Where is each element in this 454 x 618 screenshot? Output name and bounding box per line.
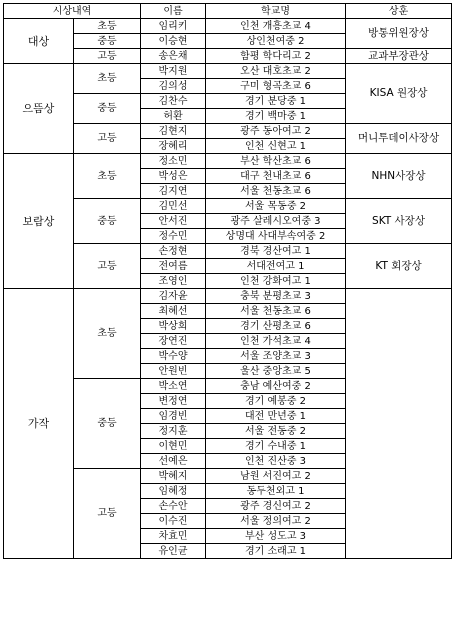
table-row [4, 154, 452, 169]
header-award: 상훈 [346, 4, 452, 19]
level-cell: 중등 [74, 379, 141, 469]
level-cell: 고등 [74, 124, 141, 154]
table-row [4, 19, 452, 34]
award-cell: 머니투데이사장상 [346, 124, 452, 154]
table-row [4, 64, 452, 79]
level-cell: 고등 [74, 49, 141, 64]
level-cell: 중등 [74, 199, 141, 244]
school-cell: 광주 살레시오여중 3 [206, 214, 346, 229]
category-cell: 보람상 [4, 154, 74, 289]
school-cell: 울산 중앙초교 5 [206, 364, 346, 379]
name-cell: 박상희 [141, 319, 206, 334]
name-cell: 송은채 [141, 49, 206, 64]
header-name: 이름 [141, 4, 206, 19]
school-cell: 동두천외고 1 [206, 484, 346, 499]
award-cell [346, 289, 452, 559]
school-cell: 경기 예봉중 2 [206, 394, 346, 409]
name-cell: 박수양 [141, 349, 206, 364]
school-cell: 광주 동아여고 2 [206, 124, 346, 139]
school-cell: 서울 정의여고 2 [206, 514, 346, 529]
name-cell: 김지연 [141, 184, 206, 199]
name-cell: 이승현 [141, 34, 206, 49]
level-cell: 중등 [74, 94, 141, 124]
table-body [4, 19, 452, 559]
school-cell: 경기 수내중 1 [206, 439, 346, 454]
name-cell: 이현민 [141, 439, 206, 454]
school-cell: 충북 분평초교 3 [206, 289, 346, 304]
school-cell: 광주 경신여고 2 [206, 499, 346, 514]
school-cell: 함평 학다리고 2 [206, 49, 346, 64]
name-cell: 최혜선 [141, 304, 206, 319]
name-cell: 전여름 [141, 259, 206, 274]
level-cell: 고등 [74, 469, 141, 559]
category-cell: 대상 [4, 19, 74, 64]
school-cell: 경기 소래고 1 [206, 544, 346, 559]
school-cell: 인천 진산중 3 [206, 454, 346, 469]
school-cell: 인천 신현고 1 [206, 139, 346, 154]
name-cell: 차효민 [141, 529, 206, 544]
header-award-category: 시상내역 [4, 4, 141, 19]
award-cell: KT 회장상 [346, 244, 452, 289]
school-cell: 인천 개흥초교 4 [206, 19, 346, 34]
name-cell: 임혜정 [141, 484, 206, 499]
level-cell: 초등 [74, 64, 141, 94]
school-cell: 인천 강화여고 1 [206, 274, 346, 289]
school-cell: 구미 형곡초교 6 [206, 79, 346, 94]
header-school: 학교명 [206, 4, 346, 19]
school-cell: 남원 서진여고 2 [206, 469, 346, 484]
school-cell: 오산 대호초교 2 [206, 64, 346, 79]
name-cell: 박지원 [141, 64, 206, 79]
level-cell: 중등 [74, 34, 141, 49]
header-row [4, 4, 452, 19]
name-cell: 손정현 [141, 244, 206, 259]
name-cell: 변정연 [141, 394, 206, 409]
name-cell: 선예은 [141, 454, 206, 469]
award-cell: NHN사장상 [346, 154, 452, 199]
name-cell: 정수민 [141, 229, 206, 244]
school-cell: 상명대 사대부속여중 2 [206, 229, 346, 244]
school-cell: 서울 목동중 2 [206, 199, 346, 214]
school-cell: 경기 산평초교 6 [206, 319, 346, 334]
name-cell: 안서진 [141, 214, 206, 229]
level-cell: 초등 [74, 19, 141, 34]
name-cell: 안원빈 [141, 364, 206, 379]
school-cell: 상인천여중 2 [206, 34, 346, 49]
category-cell: 으뜸상 [4, 64, 74, 154]
name-cell: 허환 [141, 109, 206, 124]
name-cell: 조영인 [141, 274, 206, 289]
name-cell: 박성은 [141, 169, 206, 184]
name-cell: 박혜지 [141, 469, 206, 484]
name-cell: 김민선 [141, 199, 206, 214]
level-cell: 초등 [74, 289, 141, 379]
school-cell: 부산 학산초교 6 [206, 154, 346, 169]
school-cell: 서울 천동초교 6 [206, 304, 346, 319]
school-cell: 서울 천동초교 6 [206, 184, 346, 199]
name-cell: 장혜리 [141, 139, 206, 154]
school-cell: 경북 경산여고 1 [206, 244, 346, 259]
name-cell: 손수안 [141, 499, 206, 514]
school-cell: 부산 성도고 3 [206, 529, 346, 544]
award-cell: SKT 사장상 [346, 199, 452, 244]
name-cell: 김자윤 [141, 289, 206, 304]
school-cell: 대전 만년중 1 [206, 409, 346, 424]
name-cell: 김현지 [141, 124, 206, 139]
table-row [4, 289, 452, 304]
school-cell: 경기 분당중 1 [206, 94, 346, 109]
school-cell: 인천 가석초교 4 [206, 334, 346, 349]
award-cell: 교과부장관상 [346, 49, 452, 64]
name-cell: 박소연 [141, 379, 206, 394]
school-cell: 충남 예산여중 2 [206, 379, 346, 394]
awards-table [3, 3, 452, 559]
name-cell: 김의성 [141, 79, 206, 94]
school-cell: 서울 전동중 2 [206, 424, 346, 439]
category-cell: 가작 [4, 289, 74, 559]
school-cell: 경기 백마중 1 [206, 109, 346, 124]
award-cell: 방통위원장상 [346, 19, 452, 49]
name-cell: 이수진 [141, 514, 206, 529]
name-cell: 임경빈 [141, 409, 206, 424]
school-cell: 서울 조양초교 3 [206, 349, 346, 364]
name-cell: 장연진 [141, 334, 206, 349]
award-cell: KISA 원장상 [346, 64, 452, 124]
name-cell: 김찬수 [141, 94, 206, 109]
level-cell: 초등 [74, 154, 141, 199]
name-cell: 정소민 [141, 154, 206, 169]
school-cell: 대구 천내초교 6 [206, 169, 346, 184]
level-cell: 고등 [74, 244, 141, 289]
name-cell: 정지훈 [141, 424, 206, 439]
school-cell: 서대전여고 1 [206, 259, 346, 274]
name-cell: 임리키 [141, 19, 206, 34]
name-cell: 유인균 [141, 544, 206, 559]
